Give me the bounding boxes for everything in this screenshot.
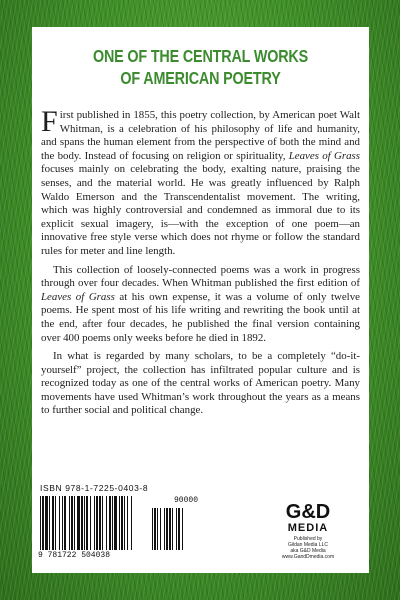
- barcode-bar: [69, 496, 70, 550]
- paragraph-2: [41, 264, 360, 346]
- barcode-bar: [127, 496, 128, 550]
- publisher-line-4: www.GandDmedia.com: [281, 554, 335, 560]
- logo-bottom-text: MEDIA: [287, 522, 329, 534]
- barcode-bar: [59, 496, 60, 550]
- isbn-barcode: [38, 483, 198, 563]
- paragraph-3: In what is regarded by many scholars, to be a completely “do-it-yourself” project, the collection has infiltrated popular culture and is recognized today as one of the central works of American poetry. Many movements have used Whitman’s work throughout the years as a means to further social and political change.: [41, 350, 360, 417]
- barcode-bar: [169, 508, 171, 550]
- barcode-bar: [99, 496, 101, 550]
- drop-cap: F: [41, 105, 58, 138]
- barcode-bar: [49, 496, 50, 550]
- publisher-line-3: aka G&D Media: [290, 548, 326, 554]
- back-cover-panel: [32, 27, 369, 573]
- barcode-bar: [109, 496, 111, 550]
- publisher-info: [266, 536, 350, 560]
- barcode-bar: [121, 496, 123, 550]
- book-title: Leaves of Grass: [41, 290, 115, 303]
- barcode-bar: [182, 508, 183, 550]
- barcode-bar: [74, 496, 75, 550]
- isbn-label: ISBN 978-1-7225-0403-8: [40, 483, 149, 493]
- paragraph-2-part-b: at his own expense, it was a volume of only twelve poems. He spent most of his life writing and rewriting the book until at the end, after four decades, he published the final version containing over 400 poems only weeks before he died in 1892.: [41, 290, 360, 344]
- barcode-digits: 9 781722 504038: [38, 551, 111, 560]
- barcode-bar: [96, 496, 98, 550]
- barcode-bar: [94, 496, 95, 550]
- barcode-bar: [114, 496, 117, 550]
- barcode-bar: [55, 496, 56, 550]
- barcode-bar: [124, 496, 125, 550]
- publisher-line-2: Gildan Media LLC: [287, 542, 329, 548]
- book-title: Leaves of Grass: [288, 149, 361, 162]
- barcode-bar: [172, 508, 173, 550]
- barcode-bar: [81, 496, 83, 550]
- paragraph-2-part-a: This collection of loosely-connected poems was a work in progress through over four decades. When Whitman published the first edition of: [41, 263, 360, 290]
- barcode-bar: [176, 508, 177, 550]
- logo-top-text: G&D: [285, 501, 331, 523]
- paragraph-1: [41, 105, 361, 259]
- heading-line-1: ONE OF THE CENTRAL WORKS: [92, 46, 309, 66]
- barcode-bar: [71, 496, 73, 550]
- barcode-bar: [112, 496, 113, 550]
- price-code: 90000: [173, 496, 198, 505]
- barcode-bar: [90, 496, 91, 550]
- description-text: [41, 105, 361, 423]
- barcode-bar: [77, 496, 80, 550]
- barcode-bar: [84, 496, 85, 550]
- publisher-logo: [278, 497, 338, 535]
- paragraph-1-part-b: focuses mainly on celebrating the body, exalting nature, praising the senses, and the material world. He was greatly influenced by Ralph Waldo Emerson and the Transcendentalist movement. The writing, which was highly controversial and condemned as immoral due to its explicit sexual imagery, is—with the exception of one poem—an innovative free style verse which does not rhyme or follow the standard rules for meter and line length.: [41, 163, 360, 257]
- barcode-bar: [106, 496, 107, 550]
- barcode-bar: [86, 496, 88, 550]
- barcode-bars: [40, 496, 196, 550]
- barcode-bar: [160, 508, 161, 550]
- paragraph-1-part-a: irst published in 1855, this poetry collection, by American poet Walt Whitman, is a celebration of his philosophy of life and humanity, and spans the human element from the perspective of both the mind and the body. Instead of focusing on religion or spirituality,: [41, 109, 360, 162]
- barcode-bar: [62, 496, 63, 550]
- barcode-bar: [131, 496, 132, 550]
- barcode-bar: [40, 496, 41, 550]
- barcode-bar: [52, 496, 54, 550]
- barcode-bar: [164, 508, 165, 550]
- barcode-bar: [154, 508, 156, 550]
- barcode-bar: [64, 496, 66, 550]
- barcode-bar: [42, 496, 44, 550]
- barcode-bar: [45, 496, 48, 550]
- barcode-bar: [102, 496, 103, 550]
- barcode-bar: [157, 508, 158, 550]
- barcode-bar: [178, 508, 180, 550]
- publisher-line-1: Published by: [293, 536, 323, 542]
- barcode-bar: [152, 508, 153, 550]
- barcode-bar: [166, 508, 168, 550]
- barcode-bar: [119, 496, 120, 550]
- cover-heading: [62, 45, 338, 89]
- heading-line-2: OF AMERICAN POETRY: [120, 68, 281, 88]
